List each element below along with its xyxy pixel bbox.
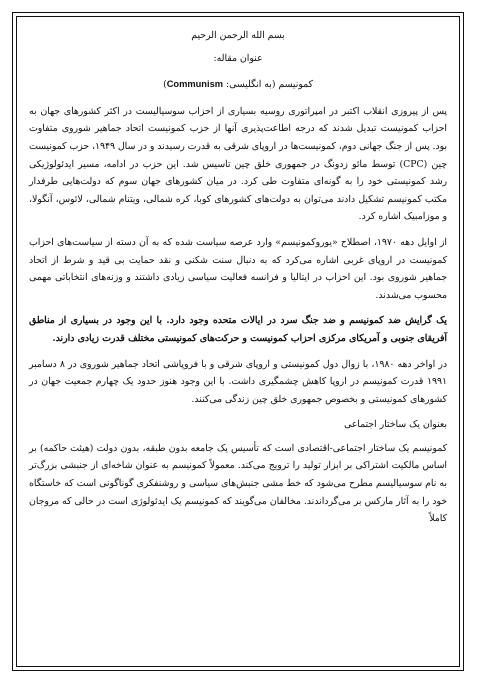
section-paragraph: کمونیسم یک ساختار اجتماعی-اقتصادی است که تأسیس یک جامعه بدون طبقه، بدون دولت (هیئت حاکمه) بر اساس مالکیت اشتراکی بر ابزار تولید را ترویج می‌کند. معمولاً کمونیسم به عنوان شاخه‌ای از جنبشی بزرگ‌تر به نام سوسیالیسم مطرح می‌شود که خط مشی جنبش‌های سیاسی و روشنفکری گوناگونی است که خاستگاه خود را به آثار مارکس بر می‌گرداندند. مخالفان می‌گویند که کمونیسم یک ایدئولوژی است در حالی که مروجان کاملاً — [29, 442, 447, 525]
document-body — [29, 27, 447, 664]
title-english: Communism — [166, 79, 224, 90]
article-title — [29, 76, 447, 94]
paragraph-4: در اواخر دهه ۱۹۸۰، با زوال دول کمونیستی و اروپای شرقی و با فروپاشی اتحاد جماهیر شوروی در ۸ دسامبر ۱۹۹۱ قدرت کمونیسم در اروپا کاهش چشمگیری داشت. با این وجود هنوز حدود یک چهارم جمعیت جهان در کشورهای کمونیستی و بخصوص جمهوری خلق چین زندگی می‌کنند. — [29, 358, 447, 405]
article-label: عنوان مقاله: — [213, 52, 263, 64]
paragraph-3: یک گرایش ضد کمونیسم و ضد جنگ سرد در ایالات متحده وجود دارد. با این وجود در بسیاری از مناطق آفریقای جنوبی و آمریکای مرکزی احزاب کمونیست و حرکت‌های کمونیستی مختلف قدرت زیادی دارند. — [29, 315, 447, 344]
section-heading: بعنوان یک ساختار اجتماعی — [343, 419, 447, 431]
page-border — [12, 12, 464, 671]
paragraph-2: از اوایل دهه ۱۹۷۰، اصطلاح «یوروکمونیسم» وارد عرصه سیاست شده که به آن دسته از سیاست‌های احزاب کمونیست در اروپای غربی اشاره می‌کرد که به دنبال سنت شکنی و نقد حمایت بی قید و شرط از اتحاد جماهیر شوروی بود. این احزاب در ایتالیا و فرانسه فعالیت سیاسی زیادی داشتند و وزنه‌های انتخاباتی مهمی محسوب می‌شدند. — [29, 236, 447, 301]
title-persian: کمونیسم (به انگلیسی: — [223, 79, 313, 91]
title-close: ) — [163, 79, 167, 91]
basmala: بسم الله الرحمن الرحیم — [191, 30, 285, 41]
paragraph-1: پس از پیروزی انقلاب اکتبر در امپراتوری روسیه بسیاری از احزاب سوسیالیست در اکثر کشورهای جهان به احزاب کمونیست تبدیل شدند که درجه اطاعت‌پذیری آنها از حزب کمونیست اتحاد جماهیر شوروی متفاوت بود. پس از جنگ جهانی دوم، کمونیست‌ها در اروپای شرقی به قدرت رسیدند و در سال ۱۹۴۹، حزب کمونیست چین (CPC) توسط مائو زدونگ در جمهوری خلق چین تاسیس شد. این حزب در ادامه، مسیر ایدئولوژیکی رشد کمونیستی خود را به گونه‌ای متفاوت طی کرد. در میان کشورهای جهان سوم که دولت‌هایی طرفدار مکتب کمونیسم تشکیل دادند می‌توان به دولت‌های کشورهای کوبا، کره شمالی، ویتنام شمالی، لائوس، آنگولا، و موزامبیک اشاره کرد. — [29, 105, 447, 223]
